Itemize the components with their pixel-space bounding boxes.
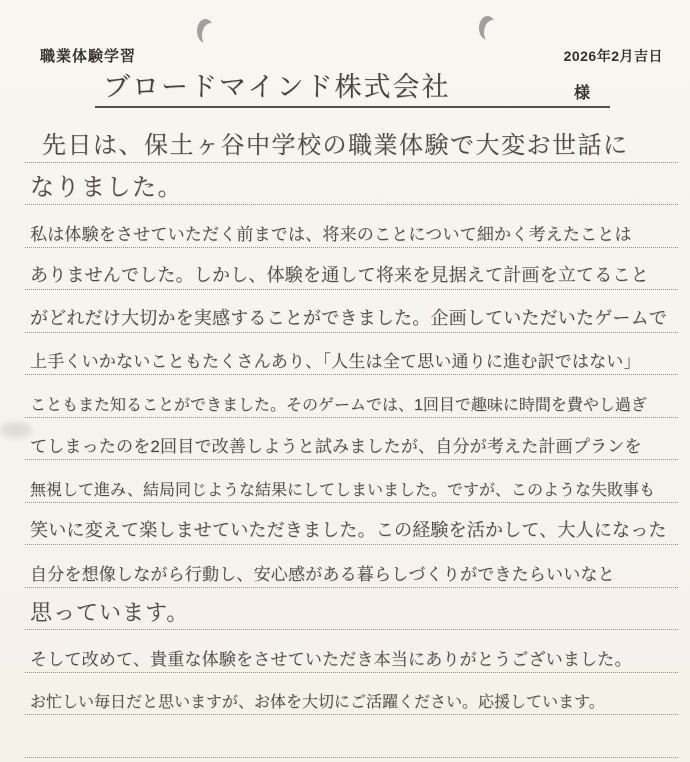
letter-line bbox=[25, 375, 678, 418]
letter-line bbox=[25, 588, 678, 631]
letter-line-text: こともまた知ることができました。そのゲームでは、1回目で趣味に時間を費やし過ぎ bbox=[30, 396, 647, 414]
letter-line bbox=[25, 248, 678, 291]
honorific-label: 様 bbox=[573, 85, 590, 102]
recipient-underline bbox=[95, 66, 610, 108]
letter-line-text: 先日は、保土ヶ谷中学校の職業体験で大変お世話に bbox=[42, 131, 629, 159]
letter-line bbox=[25, 460, 678, 503]
punch-hole-icon bbox=[197, 19, 214, 43]
letter-line-text: お忙しい毎日だと思いますが、お体を大切にご活躍ください。応援しています。 bbox=[30, 694, 605, 711]
letter-line-text: 私は体験をさせていただく前までは、将来のことについて細かく考えたことは bbox=[30, 224, 632, 244]
letter-line bbox=[25, 418, 678, 461]
letter-line-text: そして改めて、貴重な体験をさせていただき本当にありがとうございました。 bbox=[30, 649, 632, 669]
company-name-handwritten: ブロードマインド株式会社 bbox=[103, 72, 451, 102]
letter-line bbox=[25, 205, 678, 248]
letter-line-text: 笑いに変えて楽しませていただきました。この経験を活かして、大人になった bbox=[30, 520, 667, 540]
letter-line-text: てしまったのを2回目で改善しようと試みましたが、自分が考えた計画プランを bbox=[30, 437, 642, 456]
letter-line bbox=[25, 673, 678, 716]
date-label: 2026年2月吉日 bbox=[563, 48, 663, 64]
letter-line bbox=[25, 290, 678, 333]
letter-line bbox=[25, 333, 678, 376]
form-title: 職業体験学習 bbox=[40, 48, 137, 65]
letter-line bbox=[25, 545, 678, 588]
letter-line bbox=[25, 503, 678, 546]
letter-line-text: 思っています。 bbox=[30, 600, 190, 625]
letter-line-text: ありませんでした。しかし、体験を通して将来を見据えて計画を立てること bbox=[30, 265, 649, 285]
letter-line-text bbox=[25, 755, 30, 757]
letter-line-text: がどれだけ大切かを実感することができました。企画していただいたゲームで bbox=[30, 307, 667, 328]
letter-line-text: 上手くいかないこともたくさんあり、「人生は全て思い通りに進む訳ではない」 bbox=[30, 352, 641, 371]
letter-line bbox=[25, 630, 678, 673]
letter-body bbox=[25, 120, 678, 758]
punch-hole-icon bbox=[479, 16, 496, 40]
letter-line bbox=[25, 120, 678, 163]
letter-line-text: 自分を想像しながら行動し、安心感がある暮らしづくりができたらいいなと bbox=[30, 564, 615, 584]
punch-hole-highlight bbox=[484, 20, 502, 45]
letter-line bbox=[25, 163, 678, 206]
letter-line-text: なりました。 bbox=[30, 174, 183, 201]
letter-line-text: 無視して進み、結局同じような結果にしてしまいました。ですが、このような失敗事も bbox=[30, 481, 655, 499]
punch-hole-highlight bbox=[202, 23, 220, 48]
letter-line-empty bbox=[25, 715, 678, 758]
scan-smudge-artifact bbox=[0, 422, 32, 438]
